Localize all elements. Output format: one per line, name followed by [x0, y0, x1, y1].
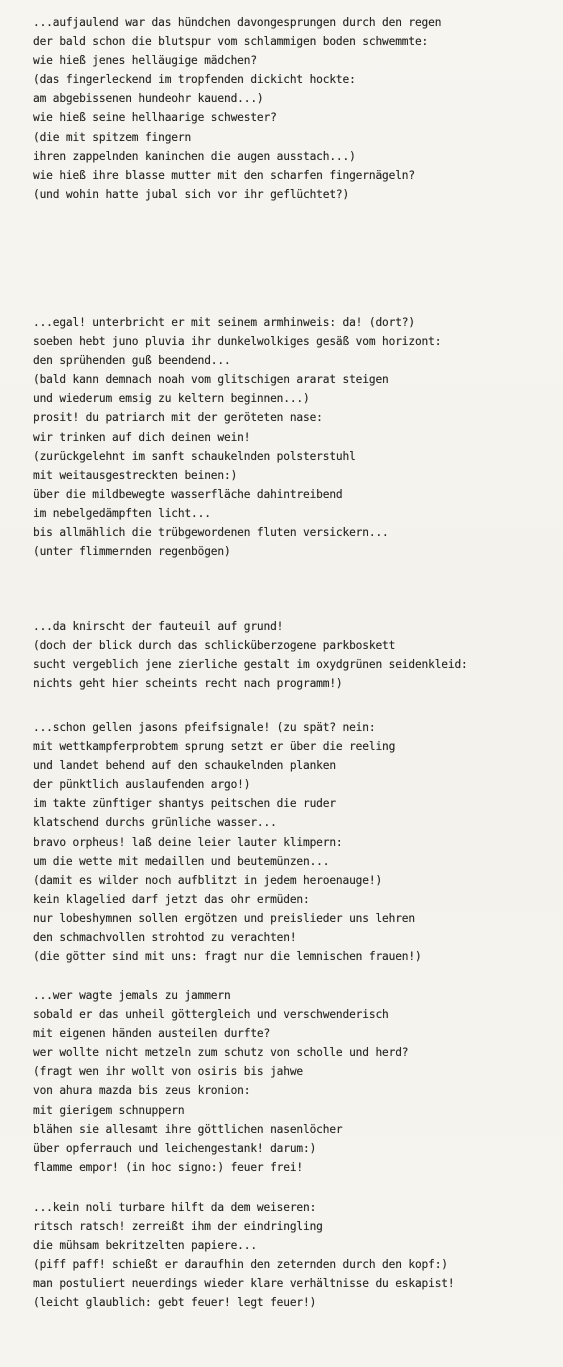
- stanza-4: [33, 718, 553, 966]
- stanza-6: [33, 1198, 553, 1313]
- text-line: (die mit spitzem fingern: [33, 130, 192, 144]
- text-line: (doch der blick durch das schlicküberzogene parkboskett: [33, 639, 396, 653]
- text-line: blähen sie allesamt ihre göttlichen nasenlöcher: [33, 1122, 343, 1136]
- text-line: mit wettkampferprobtem sprung setzt er über die reeling: [33, 740, 396, 754]
- text-line: wir trinken auf dich deinen wein!: [33, 430, 251, 444]
- text-line: bis allmählich die trübgewordenen fluten versickern...: [33, 526, 389, 540]
- text-line: nichts geht hier scheints recht nach programm!): [33, 677, 343, 691]
- text-line: flamme empor! (in hoc signo:) feuer frei!: [33, 1160, 304, 1174]
- text-line: den schmachvollen strohtod zu verachten!: [33, 931, 297, 945]
- text-line: (die götter sind mit uns: fragt nur die lemnischen frauen!): [33, 950, 422, 964]
- text-line: ...aufjaulend war das hündchen davongesprungen durch den regen: [33, 16, 442, 29]
- text-line: wie hieß ihre blasse mutter mit den scharfen fingernägeln?: [33, 168, 415, 182]
- text-line: (bald kann demnach noah vom glitschigen ararat steigen: [33, 373, 389, 387]
- stanza-3: [33, 617, 553, 693]
- text-line: im takte zünftiger shantys peitschen die ruder: [33, 797, 336, 811]
- text-line: ritsch ratsch! zerreißt ihm der eindringling: [33, 1220, 323, 1234]
- text-line: (piff paff! schießt er daraufhin den zeternden durch den kopf:): [33, 1258, 448, 1272]
- text-line: sobald er das unheil göttergleich und verschwenderisch: [33, 1008, 389, 1022]
- stanza-2: [33, 313, 553, 561]
- text-line: am abgebissenen hundeohr kauend...): [33, 92, 264, 106]
- text-line: ...da knirscht der fauteuil auf grund!: [33, 620, 284, 633]
- text-line: (unter flimmernden regenbögen): [33, 545, 231, 559]
- text-line: ihren zappelnden kaninchen die augen ausstach...): [33, 149, 356, 163]
- text-line: über opferrauch und leichengestank! darum:): [33, 1141, 317, 1155]
- text-line: (fragt wen ihr wollt von osiris bis jahwe: [33, 1065, 304, 1079]
- text-line: (das fingerleckend im tropfenden dickicht hockte:: [33, 73, 356, 87]
- text-line: soeben hebt juno pluvia ihr dunkelwolkiges gesäß vom horizont:: [33, 335, 442, 349]
- stanza-1: [33, 13, 553, 204]
- text-line: (leicht glaublich: gebt feuer! legt feuer!): [33, 1296, 317, 1310]
- text-line: mit eigenen händen austeilen durfte?: [33, 1027, 271, 1041]
- text-line: mit weitausgestreckten beinen:): [33, 468, 238, 482]
- text-line: bravo orpheus! laß deine leier lauter klimpern:: [33, 835, 343, 849]
- text-line: der pünktlich auslaufenden argo!): [33, 778, 251, 792]
- text-line: und landet behend auf den schaukelnden planken: [33, 759, 336, 773]
- text-line: (zurückgelehnt im sanft schaukelnden polsterstuhl: [33, 449, 356, 463]
- text-line: um die wette mit medaillen und beutemünzen...: [33, 854, 330, 868]
- text-line: und wiederum emsig zu keltern beginnen...): [33, 392, 310, 406]
- stanza-5: [33, 986, 553, 1177]
- text-line: ...egal! unterbricht er mit seinem armhinweis: da! (dort?): [33, 316, 415, 329]
- text-line: ...schon gellen jasons pfeifsignale! (zu spät? nein:: [33, 721, 376, 734]
- text-line: man postuliert neuerdings wieder klare verhältnisse du eskapist!: [33, 1277, 455, 1291]
- text-line: (damit es wilder noch aufblitzt in jedem heroenauge!): [33, 873, 383, 887]
- text-line: sucht vergeblich jene zierliche gestalt im oxydgrünen seidenkleid:: [33, 658, 468, 672]
- text-line: von ahura mazda bis zeus kronion:: [33, 1084, 251, 1098]
- text-line: (und wohin hatte jubal sich vor ihr geflüchtet?): [33, 187, 350, 201]
- text-line: mit gierigem schnuppern: [33, 1103, 185, 1117]
- text-line: klatschend durchs grünliche wasser...: [33, 816, 277, 830]
- text-line: wie hieß seine hellhaarige schwester?: [33, 111, 277, 125]
- text-line: den sprühenden guß beendend...: [33, 354, 231, 368]
- text-line: ...wer wagte jemals zu jammern: [33, 989, 231, 1002]
- text-line: prosit! du patriarch mit der geröteten nase:: [33, 411, 323, 425]
- text-line: der bald schon die blutspur vom schlammigen boden schwemmte:: [33, 35, 429, 49]
- text-line: ...kein noli turbare hilft da dem weiseren:: [33, 1201, 317, 1214]
- text-line: im nebelgedämpften licht...: [33, 506, 211, 520]
- text-line: nur lobeshymnen sollen ergötzen und preislieder uns lehren: [33, 911, 415, 925]
- text-line: die mühsam bekritzelten papiere...: [33, 1239, 257, 1253]
- text-line: wer wollte nicht metzeln zum schutz von scholle und herd?: [33, 1046, 409, 1060]
- text-line: wie hieß jenes helläugige mädchen?: [33, 54, 257, 68]
- text-line: über die mildbewegte wasserfläche dahintreibend: [33, 487, 343, 501]
- text-line: kein klagelied darf jetzt das ohr ermüden:: [33, 892, 310, 906]
